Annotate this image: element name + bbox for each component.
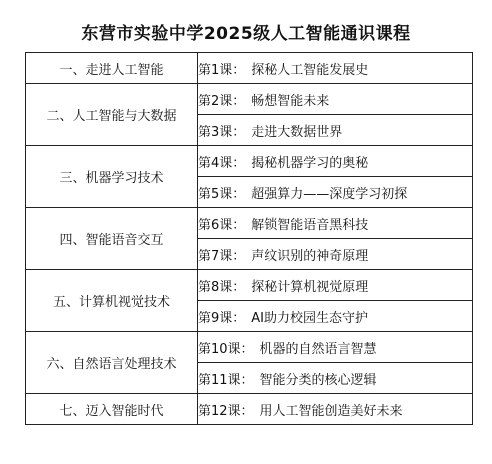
- lesson-title: 用人工智能创造美好未来: [259, 403, 403, 419]
- lesson-cell: [198, 332, 473, 363]
- lesson-title: AI助力校园生态守护: [251, 310, 369, 326]
- lesson-number: 第5课：: [198, 186, 246, 202]
- lesson-cell: [198, 177, 473, 208]
- lesson-title: 走进大数据世界: [251, 124, 343, 140]
- lesson-number: 第7课：: [198, 248, 246, 264]
- unit-name-cell: 三、机器学习技术: [26, 146, 198, 208]
- lesson-number: 第11课：: [198, 372, 254, 388]
- table-row: [26, 332, 473, 363]
- course-table: [25, 52, 473, 425]
- table-row: [26, 84, 473, 115]
- lesson-title: 探秘计算机视觉原理: [251, 279, 369, 295]
- unit-name-cell: 二、人工智能与大数据: [26, 84, 198, 146]
- lesson-cell: [198, 146, 473, 177]
- unit-name-cell: 四、智能语音交互: [26, 208, 198, 270]
- unit-name-cell: 六、自然语言处理技术: [26, 332, 198, 394]
- lesson-number: 第12课：: [198, 403, 254, 419]
- table-row: [26, 146, 473, 177]
- table-row: [26, 270, 473, 301]
- lesson-number: 第9课：: [198, 310, 246, 326]
- lesson-cell: [198, 363, 473, 394]
- lesson-title: 畅想智能未来: [251, 93, 330, 109]
- table-row: [26, 53, 473, 84]
- lesson-cell: [198, 270, 473, 301]
- lesson-cell: [198, 301, 473, 332]
- lesson-number: 第6课：: [198, 217, 246, 233]
- lesson-title: 智能分类的核心逻辑: [259, 372, 377, 388]
- lesson-number: 第1课：: [198, 62, 246, 78]
- lesson-cell: [198, 394, 473, 425]
- lesson-title: 解锁智能语音黑科技: [251, 217, 369, 233]
- lesson-number: 第8课：: [198, 279, 246, 295]
- lesson-number: 第2课：: [198, 93, 246, 109]
- table-row: [26, 394, 473, 425]
- lesson-cell: [198, 53, 473, 84]
- lesson-number: 第10课：: [198, 341, 254, 357]
- lesson-number: 第3课：: [198, 124, 246, 140]
- lesson-title: 机器的自然语言智慧: [259, 341, 377, 357]
- unit-name-cell: 七、迈入智能时代: [26, 394, 198, 425]
- lesson-cell: [198, 208, 473, 239]
- lesson-number: 第4课：: [198, 155, 246, 171]
- course-table-body: [26, 53, 473, 425]
- lesson-cell: [198, 84, 473, 115]
- lesson-cell: [198, 239, 473, 270]
- lesson-title: 揭秘机器学习的奥秘: [251, 155, 369, 171]
- page-title: 东营市实验中学2025级人工智能通识课程: [81, 24, 411, 44]
- lesson-title: 探秘人工智能发展史: [251, 62, 369, 78]
- lesson-cell: [198, 115, 473, 146]
- table-row: [26, 208, 473, 239]
- lesson-title: 声纹识别的神奇原理: [251, 248, 369, 264]
- unit-name-cell: 一、走进人工智能: [26, 53, 198, 84]
- unit-name-cell: 五、计算机视觉技术: [26, 270, 198, 332]
- lesson-title: 超强算力——深度学习初探: [251, 186, 408, 202]
